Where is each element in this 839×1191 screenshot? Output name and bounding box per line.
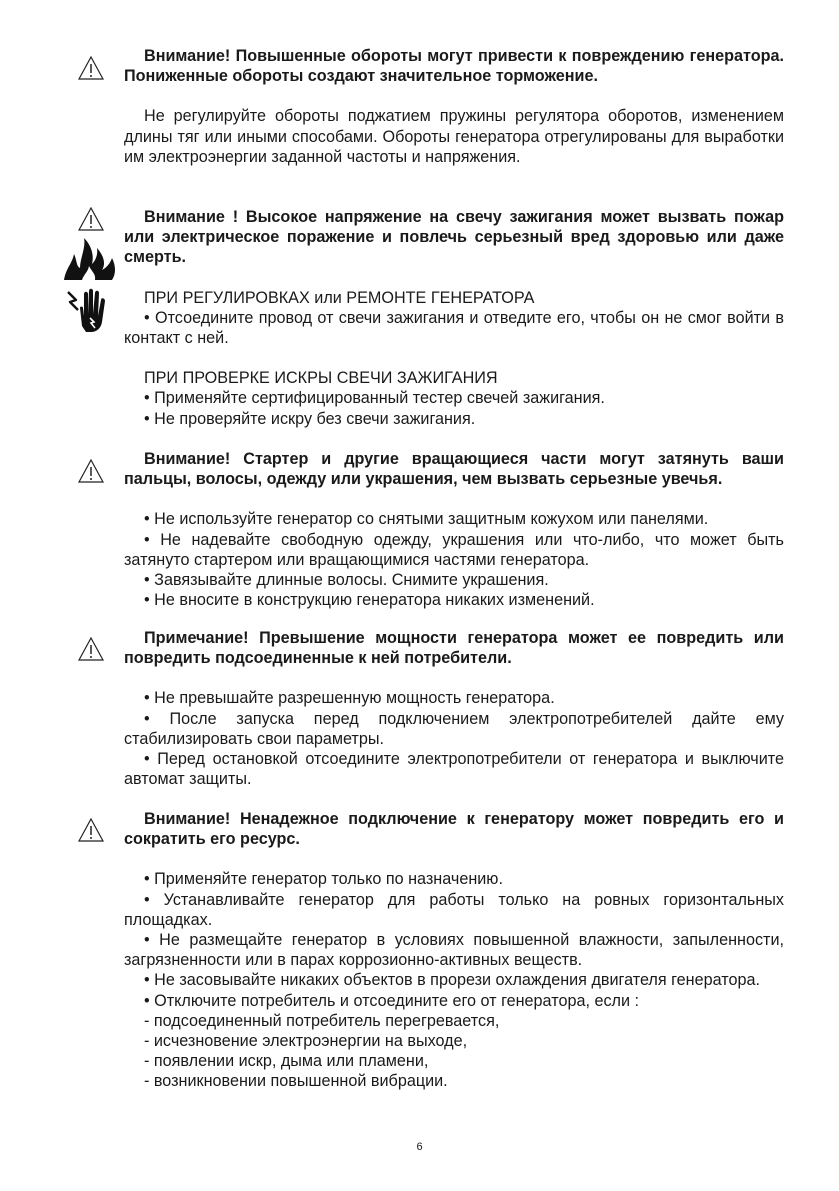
list-item: • Устанавливайте генератор для работы только на ровных горизонтальных площадках. [124, 890, 784, 929]
dash-item: - исчезновение электроэнергии на выходе, [144, 1032, 468, 1051]
list-item: • Не проверяйте искру без свечи зажигания. [144, 409, 476, 428]
list-item: • Отсоедините провод от свечи зажигания и отведите его, чтобы он не смог войти в контакт с ней. [124, 308, 784, 348]
list-item: • Применяйте сертифицированный тестер свечей зажигания. [144, 389, 605, 408]
electric-shock-hand-icon [64, 286, 110, 334]
warning-title: Внимание! Повышенные обороты могут привести к повреждению генератора. Пониженные обороты создают значительное торможение. [124, 47, 784, 86]
warning-section-connection [124, 809, 784, 1092]
warning-body: Не регулируйте обороты поджатием пружины регулятора оборотов, изменением длины тяг или иными способами. Обороты генератора отрегулированы для выработки им электроэнергии заданной частоты и напряжения. [124, 107, 784, 166]
note-section-overload [124, 628, 784, 789]
page-number: 6 [416, 1141, 423, 1153]
dash-item: - появлении искр, дыма или пламени, [144, 1052, 429, 1071]
warning-section-rotating-parts [124, 449, 784, 610]
list-item: • Отключите потребитель и отсоедините его от генератора, если : [144, 991, 640, 1010]
warning-triangle-icon [78, 56, 104, 80]
warning-triangle-icon [78, 818, 104, 842]
list-item: • После запуска перед подключением электропотребителей дайте ему стабилизировать свои параметры. [124, 709, 784, 748]
list-item: • Завязывайте длинные волосы. Снимите украшения. [144, 571, 549, 590]
list-item: • Не размещайте генератор в условиях повышенной влажности, запыленности, загрязненности или в парах коррозионно-активных веществ. [124, 931, 784, 970]
list-item: • Не вносите в конструкцию генератора никаких изменений. [144, 591, 595, 610]
warning-triangle-icon [78, 207, 104, 231]
list-item: • Не надевайте свободную одежду, украшения или что-либо, что может быть затянуто стартером или вращающимися частями генератора. [124, 530, 784, 569]
warning-title: Внимание! Ненадежное подключение к генератору может повредить его и сократить его ресурс. [124, 810, 784, 849]
list-item: • Перед остановкой отсоедините электропотребители от генератора и выключите автомат защиты. [124, 750, 784, 789]
warning-triangle-icon [78, 637, 104, 661]
section-heading: ПРИ РЕГУЛИРОВКАХ или РЕМОНТЕ ГЕНЕРАТОРА [144, 288, 535, 307]
list-item: • Не используйте генератор со снятыми защитным кожухом или панелями. [144, 510, 709, 529]
list-item: • Не засовывайте никаких объектов в прорези охлаждения двигателя генератора. [144, 971, 761, 990]
warning-title: Внимание ! Высокое напряжение на свечу зажигания может вызвать пожар или электрическое поражение и повлечь серьезный вред здоровью или даже смерть. [124, 208, 784, 267]
section-heading: ПРИ ПРОВЕРКЕ ИСКРЫ СВЕЧИ ЗАЖИГАНИЯ [144, 369, 498, 388]
dash-item: - возникновении повышенной вибрации. [144, 1072, 448, 1091]
list-item: • Применяйте генератор только по назначению. [144, 870, 503, 889]
warning-triangle-icon [78, 459, 104, 483]
warning-section-overspeed [124, 46, 784, 167]
list-item: • Не превышайте разрешенную мощность генератора. [144, 689, 555, 708]
warning-title: Внимание! Стартер и другие вращающиеся части могут затянуть ваши пальцы, волосы, одежду или украшения, чем вызвать серьезные увечья. [124, 450, 784, 489]
fire-icon [62, 236, 118, 282]
note-title: Примечание! Превышение мощности генератора может ее повредить или повредить подсоединенные к ней потребители. [124, 629, 784, 668]
dash-item: - подсоединенный потребитель перегревается, [144, 1011, 500, 1030]
warning-section-high-voltage [124, 207, 784, 429]
